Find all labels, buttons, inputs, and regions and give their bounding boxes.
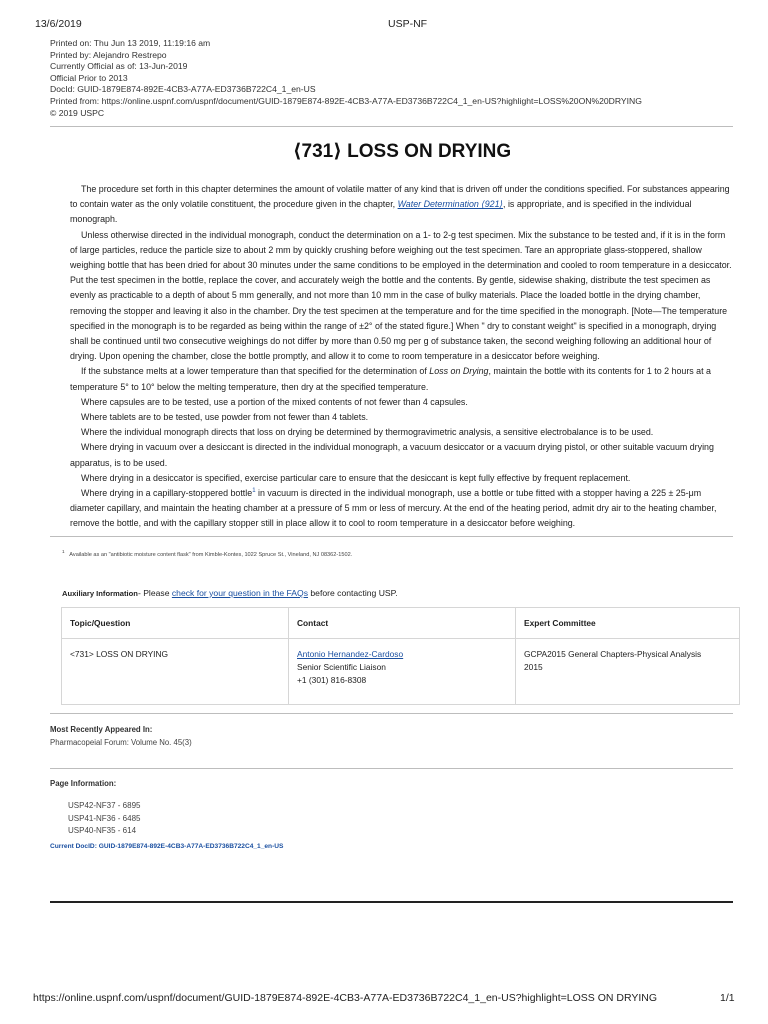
paragraph-9: Where drying in a capillary-stoppered bottle$^1$ in vacuum is directed in the individual monograph, use a bottle or tube fitted with a stopper having a 225 ± 25-μm diameter capillary, and maintain the heating chamber at a pressure of 5 mm or less of mercury. At the end of the heating period, admit dry air to the heating chamber, remove the bottle, and with the capillary stopper still in place allow it to cool to room temperature in a desiccator before weighing.: [70, 488, 717, 529]
auxiliary-label: Auxiliary Information: [62, 589, 138, 598]
contact-phone: +1 (301) 816-8308: [297, 675, 367, 685]
column-header-committee: Expert Committee: [516, 608, 740, 639]
contact-role: Senior Scientific Liaison: [297, 662, 386, 672]
recent-value: Pharmacopeial Forum: Volume No. 45(3): [50, 738, 192, 747]
paragraph-8: Where drying in a desiccator is specified, exercise particular care to ensure that the desiccant is kept fully effective by frequent replacement.: [81, 472, 631, 483]
table-row: [62, 639, 740, 705]
bottom-rule: [50, 901, 733, 903]
printed-by: Printed by: Alejandro Restrepo: [50, 49, 167, 60]
section-divider: [50, 713, 733, 714]
currently-official: Currently Official as of: 13-Jun-2019: [50, 61, 188, 72]
printed-on: Printed on: Thu Jun 13 2019, 11:19:16 am: [50, 38, 211, 48]
list-item: USP42-NF37 - 6895: [68, 801, 141, 810]
cell-committee: GCPA2015 General Chapters-Physical Analysis 2015: [516, 639, 740, 705]
footnote-text: Available as an "antibiotic moisture content flask" from Kimble-Kontes, 1022 Spruce St., Vineland, NJ 08362-1502.: [69, 551, 353, 558]
column-header-contact: Contact: [289, 608, 516, 639]
water-determination-link[interactable]: Water Determination ⟨921⟩: [397, 199, 504, 210]
page-info-list: [68, 800, 140, 838]
auxiliary-info: Auxiliary Information- Please check for your question in the FAQs before contacting USP.: [62, 588, 398, 598]
print-title: USP-NF: [388, 18, 428, 30]
recent-label: Most Recently Appeared In:: [50, 725, 153, 734]
list-item: USP40-NF35 - 614: [68, 826, 137, 835]
paragraph-2: Unless otherwise directed in the individual monograph, conduct the determination on a 1- to 2-g test specimen. Mix the substance to be tested and, if it is in the form of large particles, reduce the particle size to about 2 mm by quickly crushing before weighing out the test specimen. Tare an appropriate glass-stoppered, shallow weighing bottle that has been dried for about 30 minutes under the same conditions to be employed in the determination and cooled to room temperature in a desiccator. Put the test specimen in the bottle, replace the cover, and accurately weigh the bottle and the contents. By gentle, sidewise shaking, distribute the test specimen as evenly as practicable to a depth of about 5 mm generally, and not more than 10 mm in the case of bulky materials. Place the loaded bottle in the drying chamber, removing the stopper and leaving it also in the chamber. Dry the test specimen at the temperature and for the time specified in the monograph. [Note—The temperature specified in the monograph is to be regarded as being within the range of ±2° of the stated figure.] When " dry to constant weight" is specified in a monograph, drying shall be continued until two consecutive weighings do not differ by more than 0.50 mg per g of substance taken, the second weighing following an additional hour of drying. Upon opening the chamber, close the bottle promptly, and allow it to come to room temperature in a desiccator before weighing.: [70, 229, 732, 362]
footnote-ref-link[interactable]: 1: [252, 488, 256, 495]
cell-topic: <731> LOSS ON DRYING: [62, 639, 289, 705]
paragraph-4: Where capsules are to be tested, use a portion of the mixed contents of not fewer than 4 capsules.: [81, 396, 468, 407]
document-body: [70, 182, 734, 532]
doc-id: DocId: GUID-1879E874-892E-4CB3-A77A-ED3736B722C4_1_en-US: [50, 84, 316, 95]
paragraph-7: Where drying in vacuum over a desiccant is directed in the individual monograph, a vacuum desiccator or a vacuum drying pistol, or other suitable vacuum drying apparatus, is to be used.: [70, 442, 714, 468]
print-date: 13/6/2019: [35, 18, 82, 30]
faq-link[interactable]: check for your question in the FAQs: [171, 588, 309, 598]
copyright: © 2019 USPC: [50, 107, 105, 118]
footer-url: https://online.uspnf.com/uspnf/document/GUID-1879E874-892E-4CB3-A77A-ED3736B722C4_1_en-US?highlight=LOSS ON DRYING: [33, 992, 658, 1004]
footnote-marker: 1: [62, 549, 65, 554]
table-header-row: [62, 608, 740, 639]
print-metadata: [50, 38, 642, 119]
printed-from: Printed from: https://online.uspnf.com/uspnf/document/GUID-1879E874-892E-4CB3-A77A-ED3736B722C4_1_en-US?highlight=LOSS%20ON%20DRYING: [50, 95, 642, 106]
paragraph-1: The procedure set forth in this chapter determines the amount of volatile matter of any kind that is driven off under the conditions specified. For substances appearing to contain water as the only volatile constituent, the procedure given in the chapter, Water Determination ⟨921⟩, is appropriate, and is specified in the individual monograph.: [70, 184, 730, 225]
footnote-divider: [50, 536, 733, 537]
footnote: [62, 549, 352, 558]
contact-name-link[interactable]: Antonio Hernandez-Cardoso: [297, 649, 404, 659]
current-docid: Current DocID: GUID-1879E874-892E-4CB3-A77A-ED3736B722C4_1_en-US: [50, 843, 284, 850]
auxiliary-table: [61, 607, 740, 705]
paragraph-6: Where the individual monograph directs that loss on drying be determined by thermogravimetric analysis, a sensitive electrobalance is to be used.: [81, 427, 654, 438]
paragraph-3: If the substance melts at a lower temperature than that specified for the determination of Loss on Drying, maintain the bottle with its contents for 1 to 2 hours at a temperature 5° to 10° below the melting temperature, then dry at the specified temperature.: [70, 366, 711, 392]
header-divider: [50, 126, 733, 127]
column-header-topic: Topic/Question: [62, 608, 289, 639]
section-divider: [50, 768, 733, 769]
page-title: ⟨731⟩ LOSS ON DRYING: [292, 141, 512, 162]
footer-page-number: 1/1: [720, 992, 735, 1004]
page-info-label: Page Information:: [50, 779, 117, 788]
official-prior: Official Prior to 2013: [50, 72, 128, 83]
list-item: USP41-NF36 - 6485: [68, 813, 141, 823]
cell-contact: [289, 639, 516, 705]
paragraph-5: Where tablets are to be tested, use powder from not fewer than 4 tablets.: [81, 412, 369, 423]
